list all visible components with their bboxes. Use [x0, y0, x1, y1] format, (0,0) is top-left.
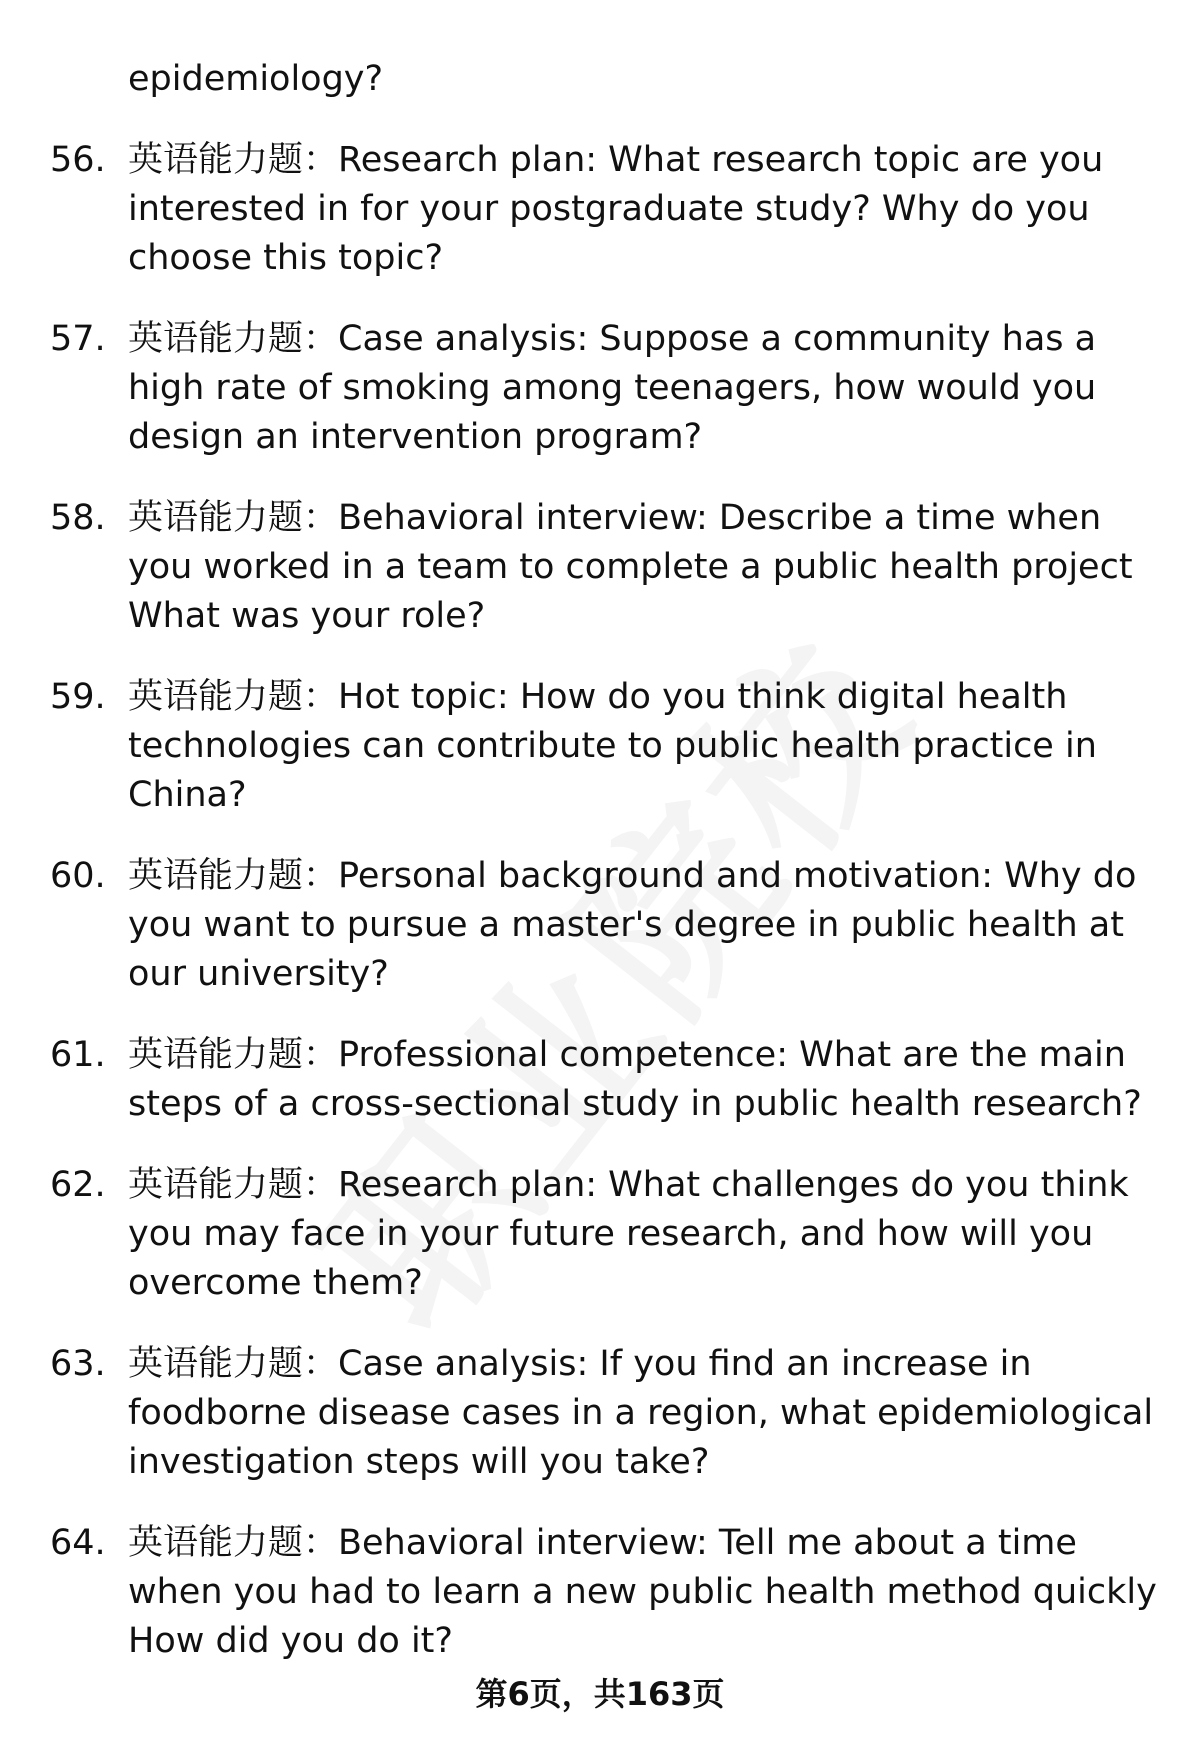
- question-item: [50, 852, 1160, 999]
- question-text: Hot topic: How do you think digital health technologies can contribute to public health practice in China?: [128, 677, 1097, 815]
- question-body: [128, 852, 1160, 999]
- question-item: [50, 673, 1160, 820]
- question-number: 56.: [50, 140, 106, 180]
- page-footer: 第6页，共163页: [475, 1675, 725, 1713]
- question-number: 58.: [50, 498, 106, 538]
- question-body: [128, 315, 1160, 462]
- question-text: Personal background and motivation: Why do you want to pursue a master's degree in public health at our university?: [128, 856, 1137, 994]
- question-body: [128, 673, 1160, 820]
- question-body: [128, 1161, 1160, 1308]
- question-tag: 英语能力题：: [128, 856, 339, 896]
- question-body: [128, 494, 1160, 641]
- question-tag: 英语能力题：: [128, 677, 339, 717]
- question-number: 64.: [50, 1523, 106, 1563]
- question-item: [50, 1519, 1160, 1666]
- question-body: [128, 1340, 1160, 1487]
- question-text: Professional competence: What are the main steps of a cross-sectional study in public health research?: [128, 1035, 1142, 1124]
- question-item: [50, 1031, 1160, 1129]
- continued-text: epidemiology?: [128, 59, 384, 99]
- question-number: 57.: [50, 319, 106, 359]
- question-number: 59.: [50, 677, 106, 717]
- question-item: [50, 136, 1160, 283]
- question-item: [50, 315, 1160, 462]
- question-number: 62.: [50, 1165, 106, 1205]
- question-tag: 英语能力题：: [128, 1523, 339, 1563]
- question-tag: 英语能力题：: [128, 319, 339, 359]
- question-text: Research plan: What research topic are you interested in for your postgraduate study? Why do you choose this topic?: [128, 140, 1104, 278]
- question-tag: 英语能力题：: [128, 1035, 339, 1075]
- question-tag: 英语能力题：: [128, 140, 339, 180]
- question-tag: 英语能力题：: [128, 1165, 339, 1205]
- question-text: Case analysis: If you find an increase in foodborne disease cases in a region, what epidemiological investigation steps will you take?: [128, 1344, 1154, 1482]
- question-number: 63.: [50, 1344, 106, 1384]
- question-text: Case analysis: Suppose a community has a high rate of smoking among teenagers, how would you design an intervention program?: [128, 319, 1097, 457]
- question-item: [50, 1161, 1160, 1308]
- question-tag: 英语能力题：: [128, 498, 339, 538]
- question-text: Behavioral interview: Tell me about a time when you had to learn a new public health method quickly How did you do it?: [128, 1523, 1157, 1661]
- question-list: [50, 55, 1160, 1666]
- question-body: [128, 1519, 1160, 1666]
- question-tag: 英语能力题：: [128, 1344, 339, 1384]
- question-item: [50, 1340, 1160, 1487]
- question-number: 60.: [50, 856, 106, 896]
- question-item: [50, 494, 1160, 641]
- question-body: [128, 1031, 1160, 1129]
- question-text: Behavioral interview: Describe a time when you worked in a team to complete a public health project What was your role?: [128, 498, 1133, 636]
- question-body: [128, 136, 1160, 283]
- question-number: 61.: [50, 1035, 106, 1075]
- question-text: Research plan: What challenges do you think you may face in your future research, and how will you overcome them?: [128, 1165, 1129, 1303]
